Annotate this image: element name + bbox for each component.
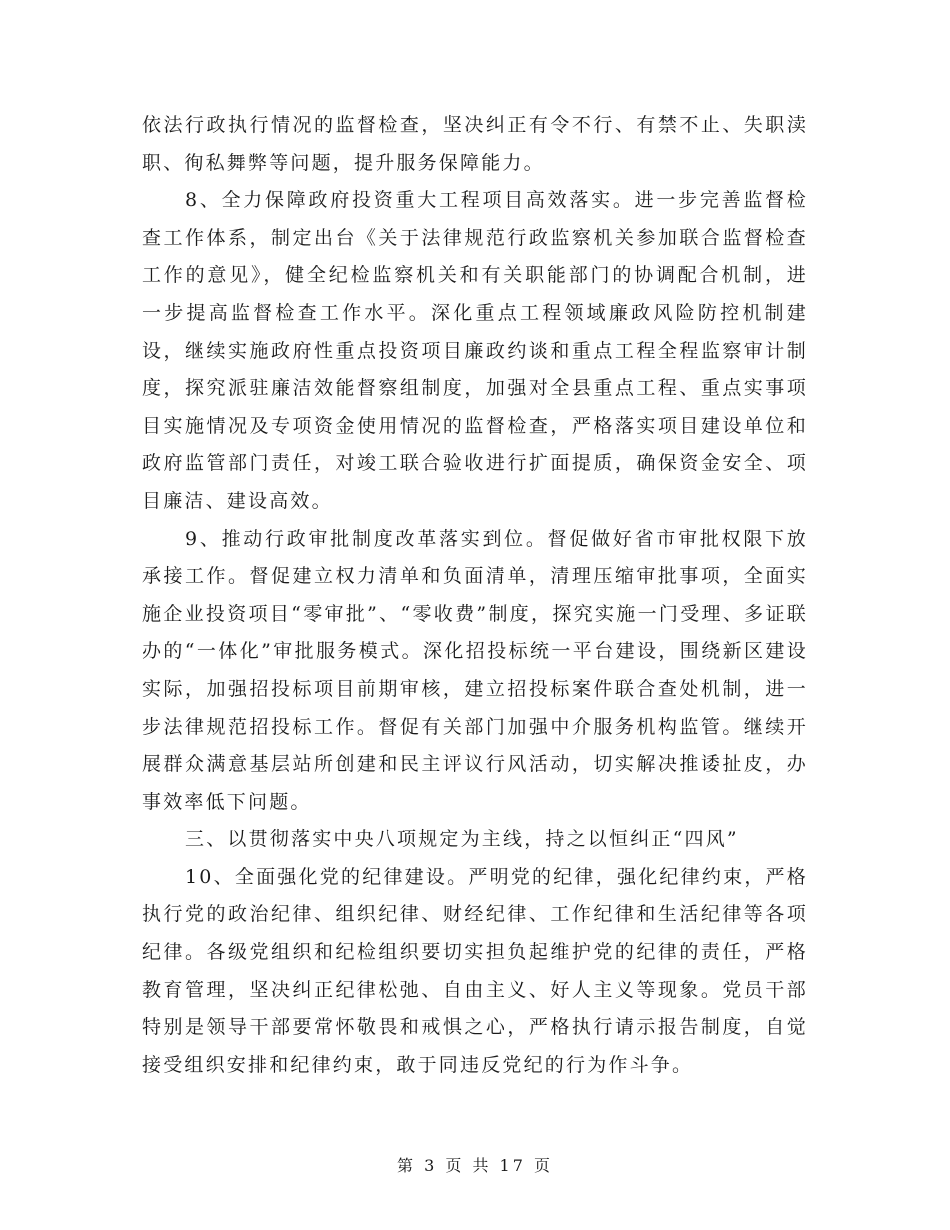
document-body (142, 107, 808, 1084)
paragraph-continuation: 依法行政执行情况的监督检查，坚决纠正有令不行、有禁不止、失职渎职、徇私舞弊等问题，提升服务保障能力。 (142, 114, 808, 174)
section-heading-3: 三、以贯彻落实中央八项规定为主线，持之以恒纠正“四风” (185, 828, 739, 851)
paragraph-item-9: 9、推动行政审批制度改革落实到位。督促做好省市审批权限下放承接工作。督促建立权力清单和负面清单，清理压缩审批事项，全面实施企业投资项目“零审批”、“零收费”制度，探究实施一门受理、多证联办的“一体化”审批服务模式。深化招投标统一平台建设，围绕新区建设实际，加强招投标项目前期审核，建立招投标案件联合查处机制，进一步法律规范招投标工作。督促有关部门加强中介服务机构监管。继续开展群众满意基层站所创建和民主评议行风活动，切实解决推诿扯皮，办事效率低下问题。 (142, 527, 808, 813)
paragraph-item-8: 8、全力保障政府投资重大工程项目高效落实。进一步完善监督检查工作体系，制定出台《关于法律规范行政监察机关参加联合监督检查工作的意见》，健全纪检监察机关和有关职能部门的协调配合机制，进一步提高监督检查工作水平。深化重点工程领域廉政风险防控机制建设，继续实施政府性重点投资项目廉政约谈和重点工程全程监察审计制度，探究派驻廉洁效能督察组制度，加强对全县重点工程、重点实事项目实施情况及专项资金使用情况的监督检查，严格落实项目建设单位和政府监管部门责任，对竣工联合验收进行扩面提质，确保资金安全、项目廉洁、建设高效。 (142, 189, 808, 512)
page-footer: 第 3 页 共 17 页 (397, 1156, 553, 1175)
paragraph-item-10: 10、全面强化党的纪律建设。严明党的纪律，强化纪律约束，严格执行党的政治纪律、组织纪律、财经纪律、工作纪律和生活纪律等各项纪律。各级党组织和纪检组织要切实担负起维护党的纪律的责任，严格教育管理，坚决纠正纪律松弛、自由主义、好人主义等现象。党员干部特别是领导干部要常怀敬畏和戒惧之心，严格执行请示报告制度，自觉接受组织安排和纪律约束，敢于同违反党纪的行为作斗争。 (142, 865, 808, 1076)
